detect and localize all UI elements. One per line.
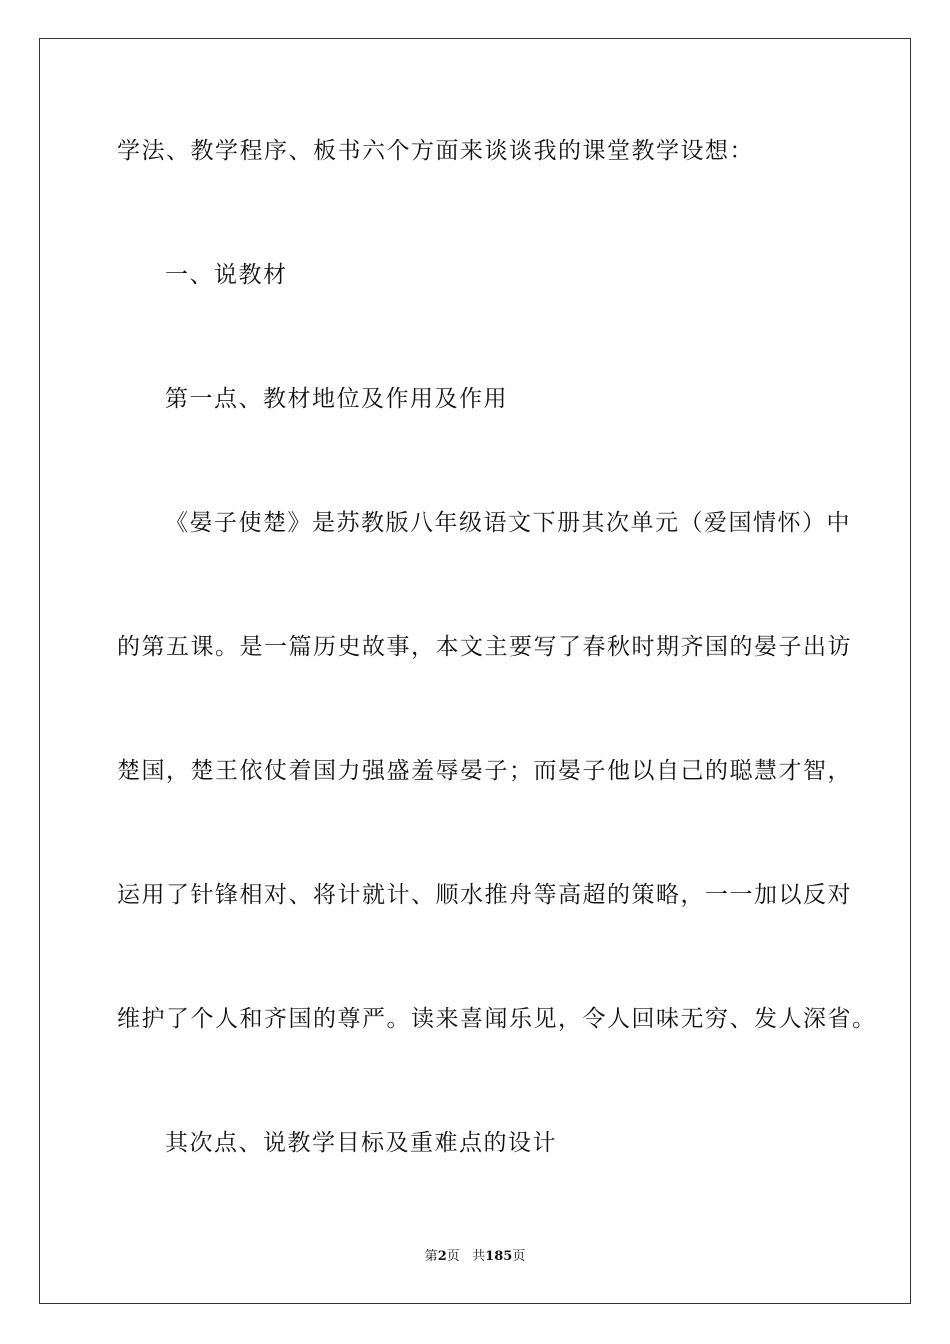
subsection-heading: 其次点、说教学目标及重难点的设计 — [165, 1130, 557, 1156]
paragraph-line: 学法、教学程序、板书六个方面来谈谈我的课堂教学设想： — [117, 138, 754, 164]
page-number: 2 — [437, 1249, 447, 1264]
paragraph-line: 《晏子使楚》是苏教版八年级语文下册其次单元（爱国情怀）中 — [165, 510, 851, 536]
page-footer — [40, 1248, 910, 1266]
page-frame — [39, 38, 911, 1304]
paragraph-line: 的第五课。是一篇历史故事，本文主要写了春秋时期齐国的晏子出访 — [117, 634, 852, 660]
page-suffix: 页 — [446, 1249, 460, 1264]
paragraph-line: 维护了个人和齐国的尊严。读来喜闻乐见，令人回味无穷、发人深省。 — [117, 1006, 877, 1032]
paragraph-line: 楚国，楚王依仗着国力强盛羞辱晏子；而晏子他以自己的聪慧才智， — [117, 758, 852, 784]
page-prefix: 第 — [424, 1249, 438, 1264]
total-prefix: 共 — [472, 1249, 486, 1264]
paragraph-line: 运用了针锋相对、将计就计、顺水推舟等高超的策略，一一加以反对 — [117, 882, 852, 908]
total-suffix: 页 — [512, 1249, 526, 1264]
total-pages: 185 — [485, 1249, 513, 1264]
subsection-heading: 第一点、教材地位及作用及作用 — [165, 386, 508, 412]
section-heading: 一、说教材 — [165, 262, 288, 288]
